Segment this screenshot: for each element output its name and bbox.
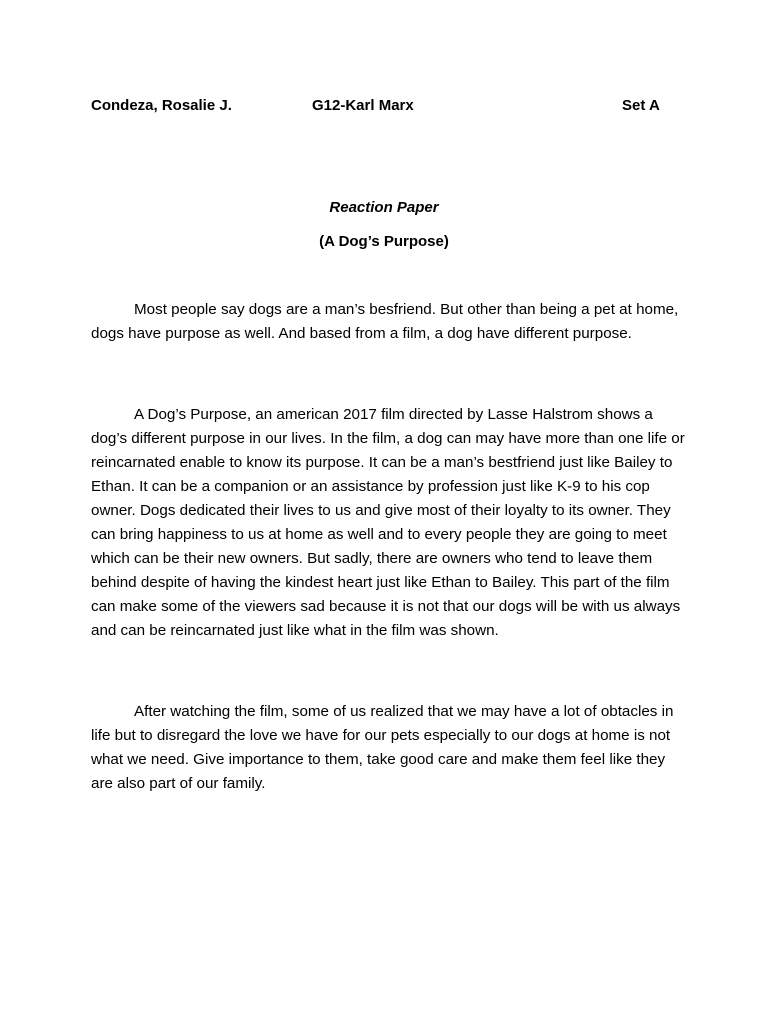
paper-type-title: Reaction Paper <box>329 199 439 216</box>
class-section: G12-Karl Marx <box>312 97 414 114</box>
body-paragraph-2: A Dog’s Purpose, an american 2017 film directed by Lasse Halstrom shows a dog’s different purpose in our lives. In the film, a dog can may have more than one life or reincarnated enable to know its purpose. It can be a man’s bestfriend just like Bailey to Ethan. It can be a companion or an assistance by profession just like K-9 to his cop owner. Dogs dedicated their lives to us and give most of their loyalty to its owner. They can bring happiness to us at home as well and to every people they are going to meet which can be their new owners. But sadly, there are owners who tend to leave them behind despite of having the kindest heart just like Ethan to Bailey. This part of the film can make some of the viewers sad because it is not that our dogs will be with us always and can be reincarnated just like what in the film was shown. <box>91 406 685 639</box>
body-paragraph-1: Most people say dogs are a man’s besfriend. But other than being a pet at home, dogs have purpose as well. And based from a film, a dog have different purpose. <box>91 301 679 342</box>
paper-subject-title: (A Dog’s Purpose) <box>319 233 449 250</box>
set-label: Set A <box>622 97 660 114</box>
author-name: Condeza, Rosalie J. <box>91 97 232 114</box>
body-paragraph-3: After watching the film, some of us realized that we may have a lot of obtacles in life but to disregard the love we have for our pets especially to our dogs at home is not what we need. Give importance to them, take good care and make them feel like they are also part of our family. <box>91 703 674 792</box>
document-header <box>0 96 768 116</box>
